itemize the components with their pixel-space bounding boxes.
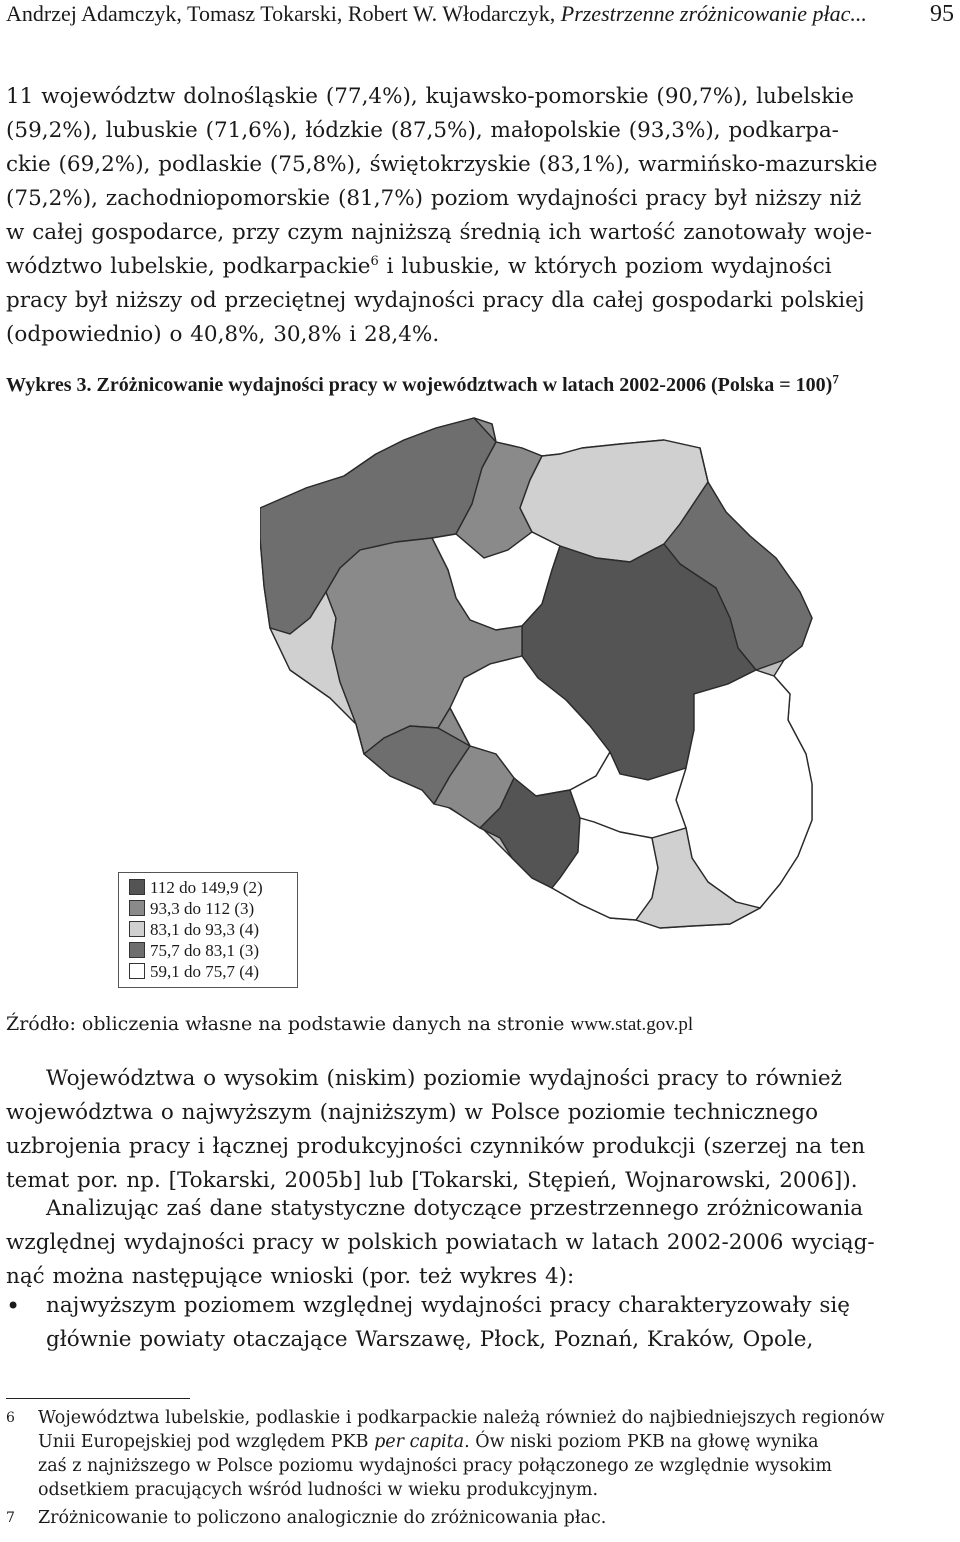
footnote-text bbox=[38, 1506, 954, 1530]
map-legend bbox=[118, 872, 298, 988]
text-segment: per capita bbox=[374, 1432, 465, 1452]
legend-swatch bbox=[129, 963, 145, 979]
source-text: Źródło: obliczenia własne na podstawie danych na stronie bbox=[6, 1013, 571, 1035]
figure-source bbox=[6, 1010, 954, 1039]
voivodeship-map bbox=[260, 408, 840, 968]
footnote-number: 7 bbox=[6, 1510, 15, 1526]
text-line: województwa o najwyższym (najniższym) w Polsce poziomie technicznego bbox=[6, 1100, 819, 1125]
legend-label: 75,7 do 83,1 (3) bbox=[150, 941, 260, 960]
text-line: nąć można następujące wnioski (por. też wykres 4): bbox=[6, 1264, 575, 1289]
figure-caption-text: Wykres 3. Zróżnicowanie wydajności pracy w województwach w latach 2002-2006 (Polska = 100) bbox=[6, 374, 833, 396]
footnote-text bbox=[38, 1406, 954, 1502]
text-line: Województwa lubelskie, podlaskie i podkarpackie należą również do najbiedniejszych regionów bbox=[38, 1408, 885, 1428]
text-line: względnej wydajności pracy w polskich powiatach w latach 2002-2006 wyciąg- bbox=[6, 1230, 875, 1255]
text-segment: wództwo lubelskie, podkarpackie bbox=[6, 254, 371, 279]
text-line bbox=[38, 1430, 954, 1454]
legend-label: 112 do 149,9 (2) bbox=[150, 878, 263, 897]
text-line: odsetkiem pracujących wśród ludności w wieku produkcyjnym. bbox=[38, 1480, 599, 1500]
legend-label: 83,1 do 93,3 (4) bbox=[150, 920, 260, 939]
source-url[interactable]: www.stat.gov.pl bbox=[570, 1014, 694, 1035]
text-line: (odpowiednio) o 40,8%, 30,8% i 28,4%. bbox=[6, 322, 440, 347]
bullet-icon: • bbox=[6, 1292, 21, 1320]
legend-item bbox=[129, 941, 259, 961]
footnote-6 bbox=[6, 1406, 954, 1502]
figure-caption bbox=[6, 370, 954, 400]
text-line: w całej gospodarce, przy czym najniższą średnią ich wartość zanotowały woje- bbox=[6, 220, 872, 245]
text-line: ckie (69,2%), podlaskie (75,8%), świętokrzyskie (83,1%), warmińsko-mazurskie bbox=[6, 152, 878, 177]
text-line bbox=[6, 250, 954, 284]
text-line: Województwa o wysokim (niskim) poziomie wydajności pracy to również bbox=[46, 1066, 842, 1091]
paragraph-1 bbox=[6, 80, 954, 352]
text-line: Zróżnicowanie to policzono analogicznie do zróżnicowania płac. bbox=[38, 1508, 607, 1528]
page-number: 95 bbox=[930, 1, 954, 27]
text-line: głównie powiaty otaczające Warszawę, Płock, Poznań, Kraków, Opole, bbox=[46, 1327, 814, 1352]
legend-swatch bbox=[129, 879, 145, 895]
footnote-divider bbox=[6, 1398, 190, 1399]
text-line: pracy był niższy od przeciętnej wydajności pracy dla całej gospodarki polskiej bbox=[6, 288, 865, 313]
legend-label: 59,1 do 75,7 (4) bbox=[150, 962, 260, 981]
paragraph-3 bbox=[6, 1192, 954, 1294]
text-line: (75,2%), zachodniopomorskie (81,7%) poziom wydajności pracy był niższy niż bbox=[6, 186, 862, 211]
text-segment: . Ów niski poziom PKB na głowę wynika bbox=[464, 1432, 819, 1452]
text-segment: i lubuskie, w których poziom wydajności bbox=[378, 254, 832, 279]
paragraph-2 bbox=[6, 1062, 954, 1198]
legend-item bbox=[129, 962, 259, 982]
legend-item bbox=[129, 878, 263, 898]
legend-swatch bbox=[129, 921, 145, 937]
legend-label: 93,3 do 112 (3) bbox=[150, 899, 255, 918]
legend-swatch bbox=[129, 900, 145, 916]
text-line: 11 województw dolnośląskie (77,4%), kujawsko-pomorskie (90,7%), lubelskie bbox=[6, 84, 854, 109]
footnote-number: 6 bbox=[6, 1410, 15, 1426]
text-line: najwyższym poziomem względnej wydajności pracy charakteryzowały się bbox=[46, 1293, 850, 1318]
header-authors: Andrzej Adamczyk, Tomasz Tokarski, Robert W. Włodarczyk, bbox=[6, 1, 561, 26]
text-line: (59,2%), lubuskie (71,6%), łódzkie (87,5%), małopolskie (93,3%), podkarpa- bbox=[6, 118, 839, 143]
legend-item bbox=[129, 920, 259, 940]
footnote-ref-7[interactable]: 7 bbox=[832, 371, 839, 387]
text-line: Analizując zaś dane statystyczne dotyczące przestrzennego zróżnicowania bbox=[46, 1196, 864, 1221]
footnote-ref-6[interactable]: 6 bbox=[370, 253, 379, 269]
running-header bbox=[6, 0, 954, 30]
legend-swatch bbox=[129, 942, 145, 958]
legend-item bbox=[129, 899, 254, 919]
header-title bbox=[6, 0, 867, 28]
footnote-7 bbox=[6, 1506, 954, 1532]
header-article-title: Przestrzenne zróżnicowanie płac... bbox=[560, 1, 867, 26]
text-segment: Unii Europejskiej pod względem PKB bbox=[38, 1432, 375, 1452]
text-line: uzbrojenia pracy i łącznej produkcyjności czynników produkcji (szerzej na ten bbox=[6, 1134, 866, 1159]
text-line: zaś z najniższego w Polsce poziomu wydajności pracy połączonego ze względnie wysokim bbox=[38, 1456, 832, 1476]
text-line: temat por. np. [Tokarski, 2005b] lub [Tokarski, Stępień, Wojnarowski, 2006]). bbox=[6, 1168, 858, 1193]
bullet-item bbox=[46, 1289, 954, 1357]
